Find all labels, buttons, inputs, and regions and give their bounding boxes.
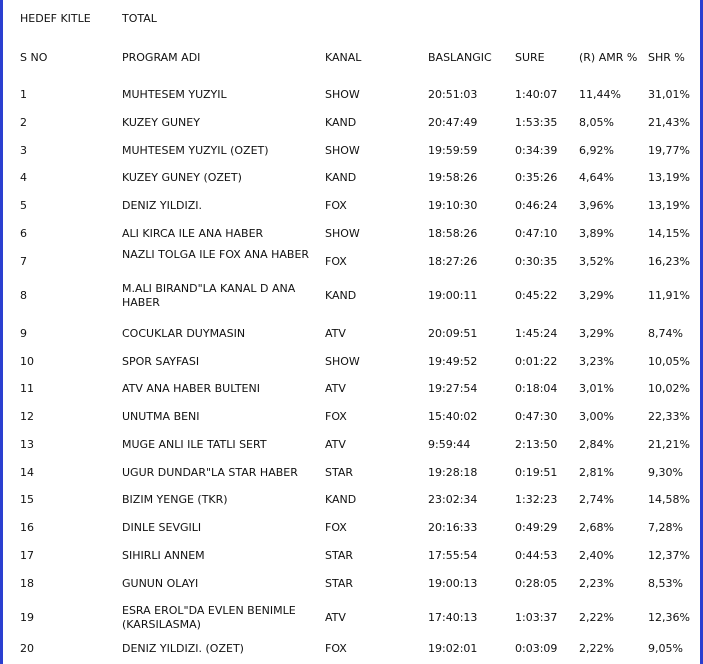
- cell-program: UNUTMA BENI: [122, 410, 200, 423]
- cell-shr: 12,37%: [648, 549, 690, 562]
- cell-baslangic: 19:00:13: [428, 577, 478, 590]
- cell-shr: 21,43%: [648, 116, 690, 129]
- cell-kanal: ATV: [325, 438, 346, 451]
- cell-amr: 3,52%: [579, 255, 614, 268]
- cell-sno: 13: [20, 438, 34, 451]
- cell-amr: 3,96%: [579, 199, 614, 212]
- table-row: [0, 542, 703, 570]
- cell-kanal: SHOW: [325, 144, 360, 157]
- col-header-shr: SHR %: [648, 51, 685, 64]
- cell-amr: 6,92%: [579, 144, 614, 157]
- cell-shr: 12,36%: [648, 611, 690, 624]
- cell-program: DINLE SEVGILI: [122, 521, 202, 534]
- cell-sure: 1:32:23: [515, 493, 558, 506]
- cell-shr: 10,05%: [648, 355, 690, 368]
- cell-shr: 11,91%: [648, 289, 690, 302]
- cell-shr: 13,19%: [648, 171, 690, 184]
- cell-sure: 0:19:51: [515, 466, 558, 479]
- cell-sure: 0:34:39: [515, 144, 558, 157]
- cell-sure: 0:46:24: [515, 199, 558, 212]
- cell-baslangic: 19:59:59: [428, 144, 478, 157]
- cell-baslangic: 19:00:11: [428, 289, 478, 302]
- cell-sure: 0:30:35: [515, 255, 558, 268]
- cell-shr: 9,05%: [648, 642, 683, 655]
- col-header-program: PROGRAM ADI: [122, 51, 201, 64]
- cell-shr: 10,02%: [648, 382, 690, 395]
- cell-kanal: STAR: [325, 549, 354, 562]
- table-row: [0, 220, 703, 248]
- cell-sure: 1:40:07: [515, 88, 558, 101]
- cell-program: MUGE ANLI ILE TATLI SERT: [122, 438, 267, 451]
- table-row: [0, 248, 703, 276]
- cell-shr: 8,74%: [648, 327, 683, 340]
- cell-amr: 2,22%: [579, 611, 614, 624]
- cell-kanal: KAND: [325, 493, 357, 506]
- cell-amr: 2,84%: [579, 438, 614, 451]
- cell-baslangic: 20:16:33: [428, 521, 478, 534]
- cell-sure: 0:44:53: [515, 549, 558, 562]
- cell-kanal: FOX: [325, 410, 347, 423]
- cell-sure: 0:28:05: [515, 577, 558, 590]
- cell-program: BIZIM YENGE (TKR): [122, 493, 228, 506]
- cell-sno: 6: [20, 227, 27, 240]
- cell-baslangic: 17:40:13: [428, 611, 478, 624]
- cell-shr: 21,21%: [648, 438, 690, 451]
- cell-amr: 8,05%: [579, 116, 614, 129]
- cell-program: DENIZ YILDIZI.: [122, 199, 203, 212]
- cell-sno: 2: [20, 116, 27, 129]
- cell-sno: 14: [20, 466, 34, 479]
- col-header-sure: SURE: [515, 51, 545, 64]
- cell-sno: 11: [20, 382, 34, 395]
- col-header-amr: (R) AMR %: [579, 51, 638, 64]
- cell-program: MUHTESEM YUZYIL: [122, 88, 227, 101]
- cell-sure: 0:35:26: [515, 171, 558, 184]
- cell-kanal: FOX: [325, 521, 347, 534]
- cell-baslangic: 20:09:51: [428, 327, 478, 340]
- cell-kanal: STAR: [325, 577, 354, 590]
- cell-amr: 3,01%: [579, 382, 614, 395]
- cell-program: SPOR SAYFASI: [122, 355, 200, 368]
- table-row: [0, 570, 703, 598]
- cell-amr: 3,29%: [579, 327, 614, 340]
- cell-sure: 2:13:50: [515, 438, 558, 451]
- table-row: [0, 403, 703, 431]
- cell-program: M.ALI BIRAND"LA KANAL D ANA HABER: [122, 282, 296, 309]
- cell-shr: 14,58%: [648, 493, 690, 506]
- cell-shr: 19,77%: [648, 144, 690, 157]
- cell-kanal: ATV: [325, 327, 346, 340]
- cell-program: MUHTESEM YUZYIL (OZET): [122, 144, 269, 157]
- cell-shr: 8,53%: [648, 577, 683, 590]
- cell-baslangic: 17:55:54: [428, 549, 478, 562]
- cell-shr: 7,28%: [648, 521, 683, 534]
- cell-amr: 11,44%: [579, 88, 621, 101]
- cell-sno: 4: [20, 171, 27, 184]
- cell-sno: 10: [20, 355, 34, 368]
- cell-program: ATV ANA HABER BULTENI: [122, 382, 260, 395]
- cell-amr: 3,29%: [579, 289, 614, 302]
- table-row: [0, 431, 703, 459]
- cell-kanal: KAND: [325, 289, 357, 302]
- cell-program: KUZEY GUNEY (OZET): [122, 171, 242, 184]
- cell-sno: 1: [20, 88, 27, 101]
- table-row: [0, 514, 703, 542]
- table-row: [0, 137, 703, 165]
- cell-amr: 2,74%: [579, 493, 614, 506]
- cell-sno: 8: [20, 289, 27, 302]
- table-row: [0, 282, 703, 310]
- cell-baslangic: 19:58:26: [428, 171, 478, 184]
- cell-amr: 3,89%: [579, 227, 614, 240]
- cell-baslangic: 19:49:52: [428, 355, 478, 368]
- cell-shr: 13,19%: [648, 199, 690, 212]
- cell-baslangic: 9:59:44: [428, 438, 471, 451]
- cell-amr: 2,68%: [579, 521, 614, 534]
- cell-kanal: SHOW: [325, 88, 360, 101]
- table-row: [0, 375, 703, 403]
- table-row: [0, 81, 703, 109]
- cell-program: SIHIRLI ANNEM: [122, 549, 205, 562]
- cell-baslangic: 20:51:03: [428, 88, 478, 101]
- cell-program: COCUKLAR DUYMASIN: [122, 327, 246, 340]
- cell-sure: 0:01:22: [515, 355, 558, 368]
- cell-amr: 4,64%: [579, 171, 614, 184]
- cell-amr: 2,23%: [579, 577, 614, 590]
- cell-baslangic: 19:02:01: [428, 642, 478, 655]
- cell-program: GUNUN OLAYI: [122, 577, 199, 590]
- cell-sno: 19: [20, 611, 34, 624]
- cell-shr: 22,33%: [648, 410, 690, 423]
- cell-amr: 3,00%: [579, 410, 614, 423]
- target-audience-value: TOTAL: [122, 12, 157, 25]
- cell-kanal: SHOW: [325, 227, 360, 240]
- cell-baslangic: 18:27:26: [428, 255, 478, 268]
- cell-baslangic: 18:58:26: [428, 227, 478, 240]
- cell-kanal: SHOW: [325, 355, 360, 368]
- cell-shr: 16,23%: [648, 255, 690, 268]
- cell-sure: 0:18:04: [515, 382, 558, 395]
- cell-program: ESRA EROL"DA EVLEN BENIMLE (KARSILASMA): [122, 604, 296, 631]
- cell-baslangic: 20:47:49: [428, 116, 478, 129]
- cell-kanal: KAND: [325, 171, 357, 184]
- cell-sno: 17: [20, 549, 34, 562]
- cell-baslangic: 15:40:02: [428, 410, 478, 423]
- cell-amr: 2,81%: [579, 466, 614, 479]
- cell-sure: 1:53:35: [515, 116, 558, 129]
- table-row: [0, 604, 703, 632]
- table-row: [0, 486, 703, 514]
- table-row: [0, 192, 703, 220]
- cell-kanal: ATV: [325, 382, 346, 395]
- cell-sure: 0:45:22: [515, 289, 558, 302]
- table-row: [0, 635, 703, 663]
- table-row: [0, 164, 703, 192]
- cell-sure: 0:49:29: [515, 521, 558, 534]
- cell-shr: 14,15%: [648, 227, 690, 240]
- cell-kanal: KAND: [325, 116, 357, 129]
- cell-kanal: ATV: [325, 611, 346, 624]
- cell-sno: 5: [20, 199, 27, 212]
- cell-sno: 18: [20, 577, 34, 590]
- cell-sure: 0:47:30: [515, 410, 558, 423]
- cell-amr: 3,23%: [579, 355, 614, 368]
- col-header-baslangic: BASLANGIC: [428, 51, 492, 64]
- cell-sno: 15: [20, 493, 34, 506]
- cell-kanal: STAR: [325, 466, 354, 479]
- cell-program: ALI KIRCA ILE ANA HABER: [122, 227, 264, 240]
- cell-sure: 1:03:37: [515, 611, 558, 624]
- cell-sno: 9: [20, 327, 27, 340]
- cell-sno: 20: [20, 642, 34, 655]
- cell-baslangic: 19:27:54: [428, 382, 478, 395]
- col-header-kanal: KANAL: [325, 51, 362, 64]
- cell-program: NAZLI TOLGA ILE FOX ANA HABER: [122, 248, 310, 261]
- target-audience-label: HEDEF KITLE: [20, 12, 91, 25]
- cell-program: DENIZ YILDIZI. (OZET): [122, 642, 244, 655]
- cell-sure: 1:45:24: [515, 327, 558, 340]
- cell-kanal: FOX: [325, 199, 347, 212]
- table-row: [0, 109, 703, 137]
- cell-sure: 0:03:09: [515, 642, 558, 655]
- cell-baslangic: 19:10:30: [428, 199, 478, 212]
- cell-kanal: FOX: [325, 255, 347, 268]
- cell-baslangic: 23:02:34: [428, 493, 478, 506]
- cell-sno: 16: [20, 521, 34, 534]
- cell-amr: 2,22%: [579, 642, 614, 655]
- cell-shr: 9,30%: [648, 466, 683, 479]
- cell-shr: 31,01%: [648, 88, 690, 101]
- cell-sno: 7: [20, 255, 27, 268]
- cell-program: UGUR DUNDAR"LA STAR HABER: [122, 466, 298, 479]
- table-row: [0, 320, 703, 348]
- cell-amr: 2,40%: [579, 549, 614, 562]
- cell-sno: 12: [20, 410, 34, 423]
- cell-sure: 0:47:10: [515, 227, 558, 240]
- table-row: [0, 459, 703, 487]
- cell-baslangic: 19:28:18: [428, 466, 478, 479]
- cell-program: KUZEY GUNEY: [122, 116, 200, 129]
- cell-sno: 3: [20, 144, 27, 157]
- table-row: [0, 348, 703, 376]
- cell-kanal: FOX: [325, 642, 347, 655]
- col-header-sno: S NO: [20, 51, 48, 64]
